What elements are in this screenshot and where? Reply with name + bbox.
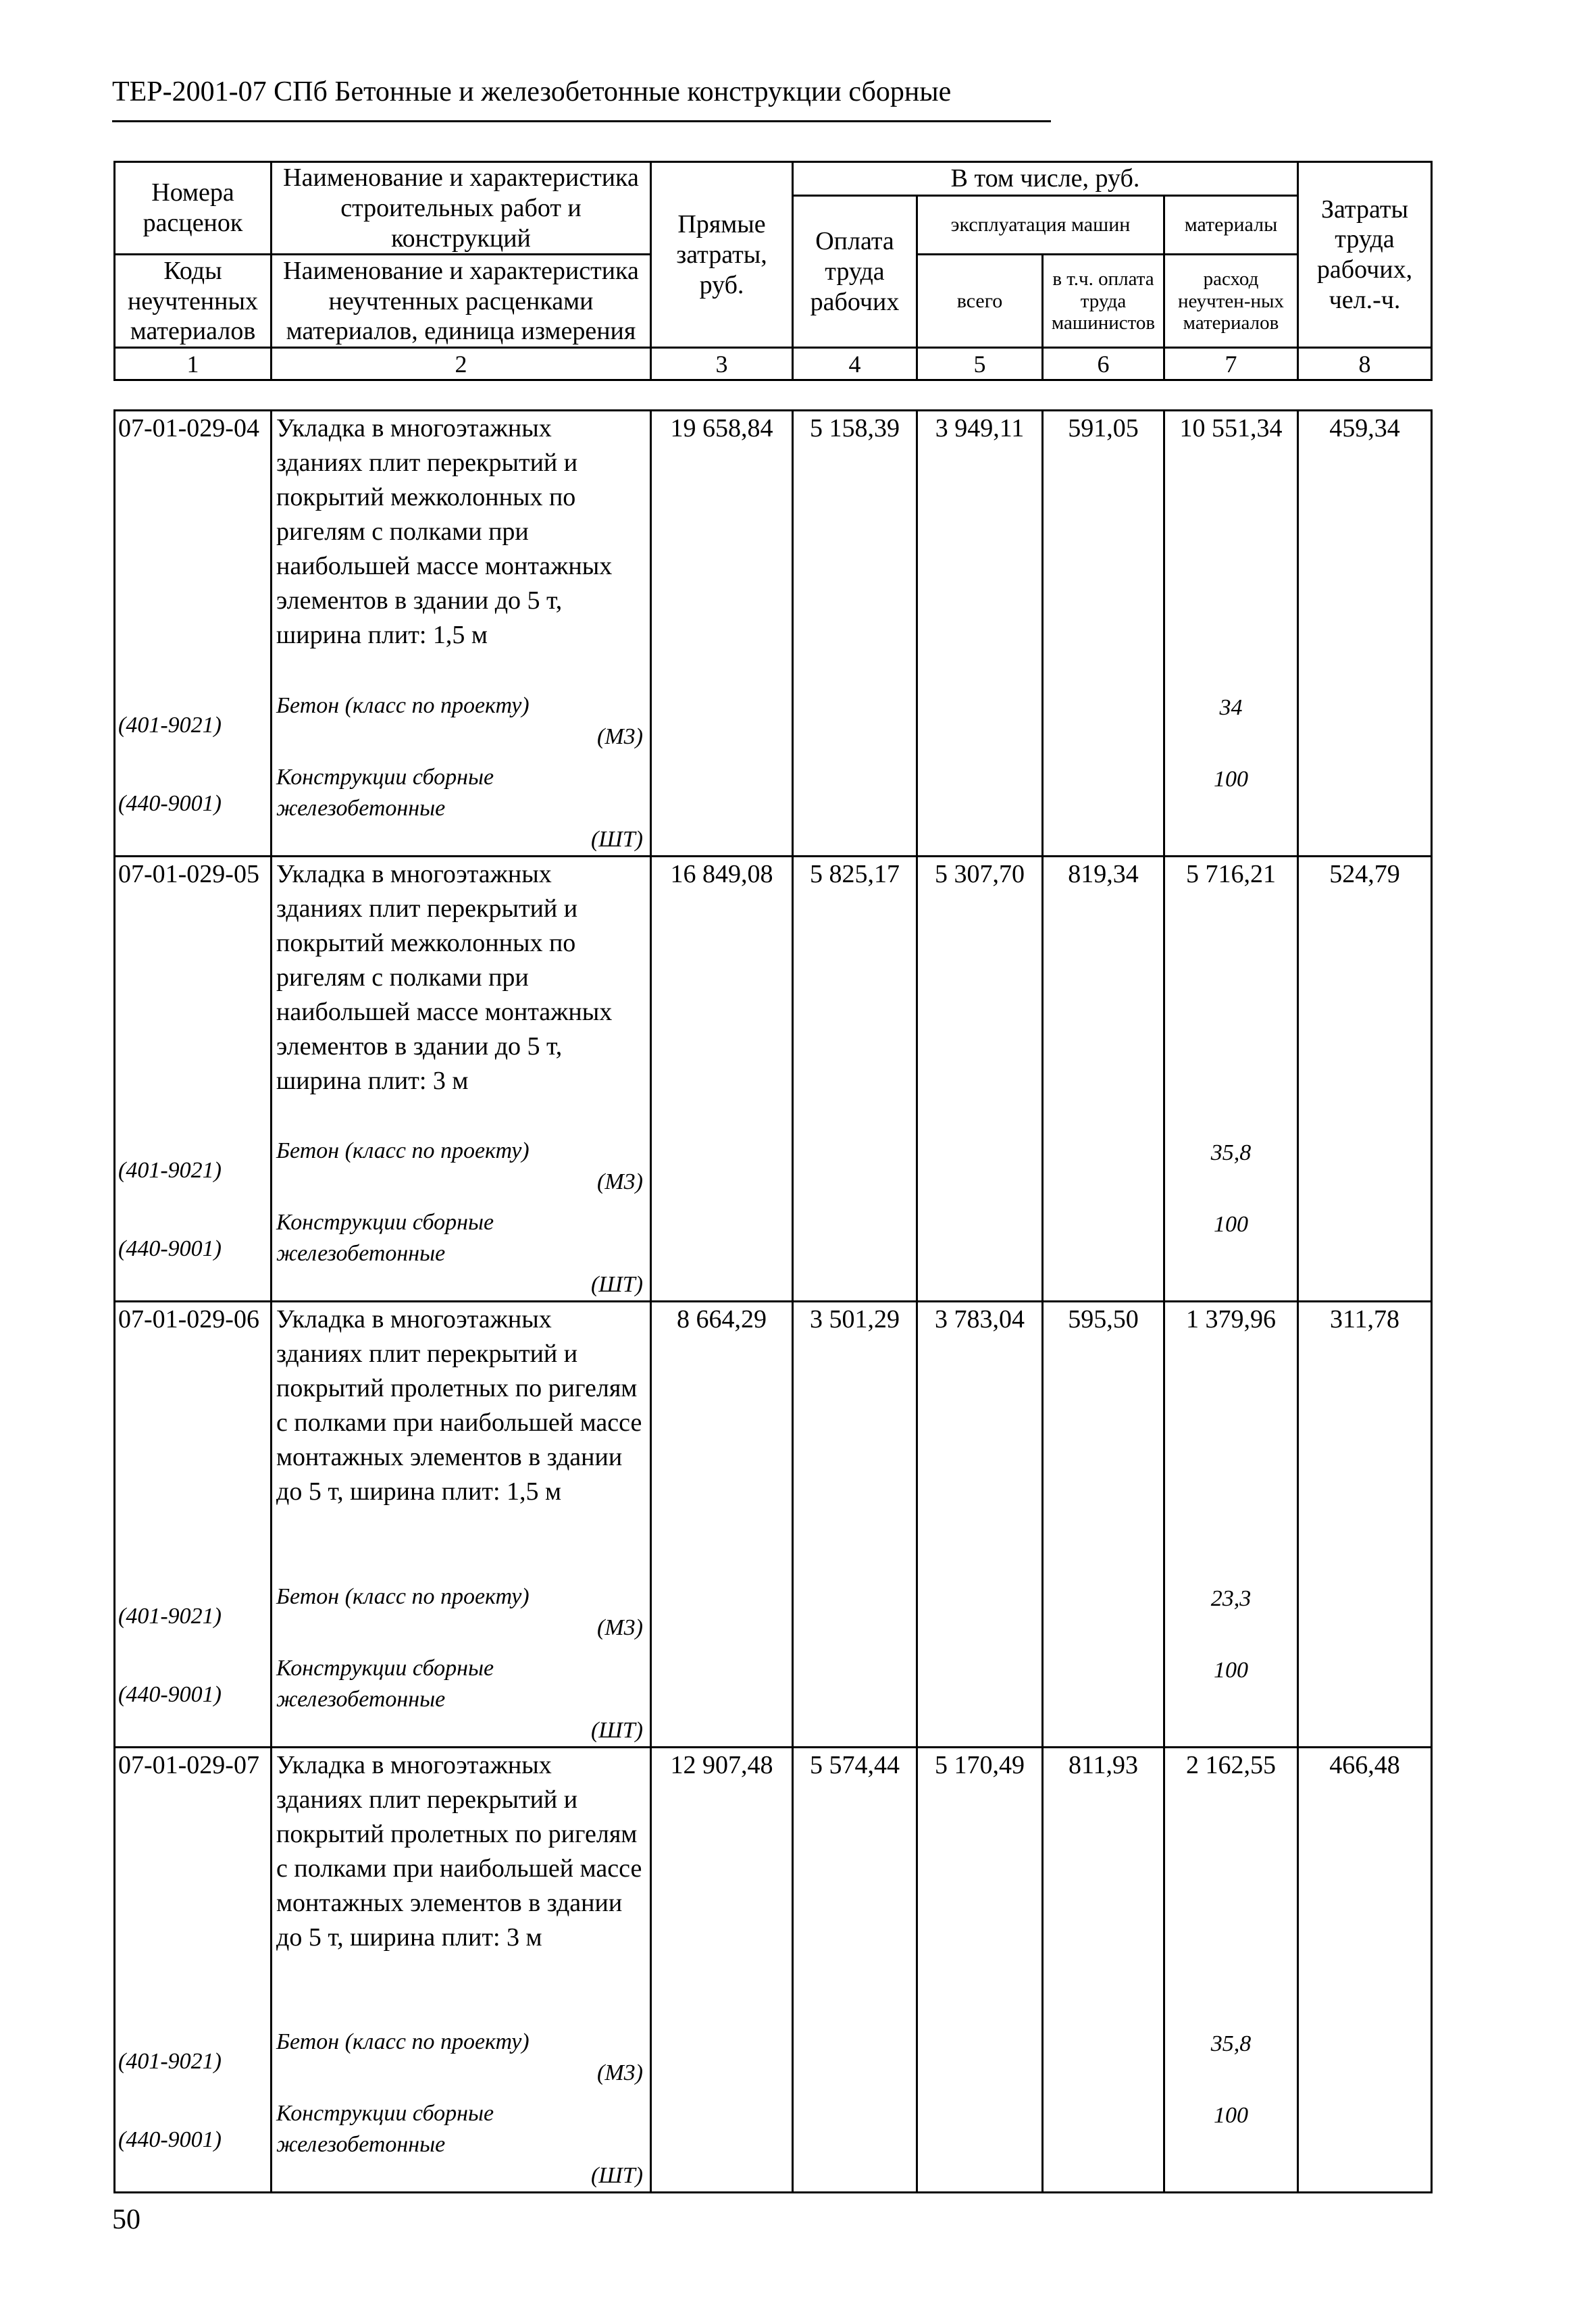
column-number-4: 4 (793, 348, 917, 380)
labor-pay: 3 501,29 (793, 1302, 917, 1573)
labor-hours: 466,48 (1298, 1747, 1432, 2018)
material-name: Бетон (класс по проекту) (276, 2029, 530, 2054)
materials-cost: 5 716,21 (1164, 856, 1298, 1127)
empty-cell (917, 1127, 1043, 1206)
material-code: (401-9021) (118, 712, 222, 738)
header-machines: эксплуатация машин (917, 196, 1164, 255)
empty-cell (793, 1573, 917, 1652)
empty-cell (917, 2018, 1043, 2097)
table-row (115, 1747, 1432, 2018)
labor-pay: 5 574,44 (793, 1747, 917, 2018)
material-row (115, 682, 1432, 761)
material-quantity: 34 (1219, 694, 1243, 720)
empty-cell (651, 2018, 793, 2097)
operators-pay: 819,34 (1043, 856, 1164, 1127)
material-quantity: 23,3 (1210, 1585, 1252, 1611)
empty-cell (793, 1652, 917, 1748)
material-code: (401-9021) (118, 1603, 222, 1629)
empty-cell (917, 1573, 1043, 1652)
empty-cell (793, 2018, 917, 2097)
empty-cell (651, 1573, 793, 1652)
material-code: (440-9001) (118, 790, 222, 816)
header-material-name: Наименование и характеристика неучтенных расценками материалов, единица измерения (272, 255, 651, 348)
column-number-2: 2 (272, 348, 651, 380)
machines-total: 5 170,49 (917, 1747, 1043, 2018)
document-title: ТЕР-2001-07 СПб Бетонные и железобетонные конструкции сборные (112, 76, 952, 107)
material-unit: (М3) (597, 1615, 643, 1640)
material-row (115, 1573, 1432, 1652)
labor-pay: 5 825,17 (793, 856, 917, 1127)
operators-pay: 811,93 (1043, 1747, 1164, 2018)
page-number: 50 (112, 2204, 140, 2235)
materials-cost: 1 379,96 (1164, 1302, 1298, 1573)
empty-cell (793, 1206, 917, 1302)
material-name: Бетон (класс по проекту) (276, 1583, 530, 1609)
header-labor-pay: Оплата труда рабочих (793, 196, 917, 348)
empty-cell (1043, 682, 1164, 761)
empty-cell (651, 1206, 793, 1302)
labor-hours: 459,34 (1298, 411, 1432, 682)
header-name-top: Наименование и характеристика строительных работ и конструкций (272, 162, 651, 255)
empty-cell (917, 682, 1043, 761)
material-code: (440-9001) (118, 2127, 222, 2152)
header-group: В том числе, руб. (793, 162, 1298, 196)
rate-description: Укладка в многоэтажных зданиях плит перекрытий и покрытий межколонных по ригелям с полками при наибольшей массе монтажных элементов в здании до 5 т, ширина плит: 1,5 м (272, 411, 651, 682)
table-row (115, 1302, 1432, 1573)
machines-total: 5 307,70 (917, 856, 1043, 1127)
direct-costs: 19 658,84 (651, 411, 793, 682)
column-number-8: 8 (1298, 348, 1432, 380)
material-row (115, 1127, 1432, 1206)
material-code: (440-9001) (118, 1681, 222, 1707)
empty-cell (917, 761, 1043, 857)
material-name: Конструкции сборные железобетонные (276, 2101, 494, 2157)
empty-cell (1298, 1206, 1432, 1302)
empty-cell (1043, 761, 1164, 857)
title-rule (112, 120, 1051, 122)
header-material-code: Коды неучтенных материалов (115, 255, 272, 348)
header-code-top: Номера расценок (115, 162, 272, 255)
empty-cell (651, 1127, 793, 1206)
header-labor-hours: Затраты труда рабочих, чел.-ч. (1298, 162, 1432, 348)
empty-cell (793, 761, 917, 857)
operators-pay: 595,50 (1043, 1302, 1164, 1573)
column-number-1: 1 (115, 348, 272, 380)
material-row (115, 1206, 1432, 1302)
material-unit: (ШТ) (590, 1272, 643, 1297)
rate-code: 07-01-029-07 (115, 1747, 272, 2018)
empty-cell (917, 1652, 1043, 1748)
direct-costs: 8 664,29 (651, 1302, 793, 1573)
empty-cell (1043, 2097, 1164, 2193)
empty-cell (1043, 1206, 1164, 1302)
header-operators-pay: в т.ч. оплата труда машинистов (1043, 255, 1164, 348)
rates-table (113, 409, 1433, 2193)
rate-description: Укладка в многоэтажных зданиях плит перекрытий и покрытий пролетных по ригелям с полками при наибольшей массе монтажных элементов в здании до 5 т, ширина плит: 3 м (272, 1747, 651, 2018)
material-unit: (ШТ) (590, 2163, 643, 2188)
labor-hours: 311,78 (1298, 1302, 1432, 1573)
empty-cell (651, 761, 793, 857)
materials-cost: 2 162,55 (1164, 1747, 1298, 2018)
labor-pay: 5 158,39 (793, 411, 917, 682)
material-name: Конструкции сборные железобетонные (276, 764, 494, 821)
empty-cell (1298, 2018, 1432, 2097)
material-name: Конструкции сборные железобетонные (276, 1210, 494, 1266)
operators-pay: 591,05 (1043, 411, 1164, 682)
material-unit: (ШТ) (590, 1717, 643, 1743)
rate-code: 07-01-029-04 (115, 411, 272, 682)
empty-cell (917, 2097, 1043, 2193)
material-code: (440-9001) (118, 1236, 222, 1261)
header-materials-consumption: расход неучтен-ных материалов (1164, 255, 1298, 348)
rate-code: 07-01-029-06 (115, 1302, 272, 1573)
empty-cell (917, 1206, 1043, 1302)
material-row (115, 1652, 1432, 1748)
material-code: (401-9021) (118, 1158, 222, 1183)
material-row (115, 761, 1432, 857)
empty-cell (1043, 1652, 1164, 1748)
materials-cost: 10 551,34 (1164, 411, 1298, 682)
empty-cell (1298, 1652, 1432, 1748)
material-code: (401-9021) (118, 2049, 222, 2074)
empty-cell (793, 1127, 917, 1206)
empty-cell (1298, 682, 1432, 761)
rate-code: 07-01-029-05 (115, 856, 272, 1127)
material-quantity: 100 (1214, 1657, 1248, 1683)
column-number-6: 6 (1043, 348, 1164, 380)
material-name: Бетон (класс по проекту) (276, 692, 530, 718)
direct-costs: 12 907,48 (651, 1747, 793, 2018)
machines-total: 3 949,11 (917, 411, 1043, 682)
table-row (115, 856, 1432, 1127)
column-number-3: 3 (651, 348, 793, 380)
empty-cell (651, 2097, 793, 2193)
material-quantity: 100 (1214, 766, 1248, 792)
rate-description: Укладка в многоэтажных зданиях плит перекрытий и покрытий пролетных по ригелям с полками при наибольшей массе монтажных элементов в здании до 5 т, ширина плит: 1,5 м (272, 1302, 651, 1573)
empty-cell (1298, 761, 1432, 857)
material-unit: (М3) (597, 1169, 643, 1194)
table-row (115, 411, 1432, 682)
header-materials: материалы (1164, 196, 1298, 255)
empty-cell (1043, 1127, 1164, 1206)
material-quantity: 35,8 (1210, 2031, 1252, 2056)
material-unit: (М3) (597, 723, 643, 749)
material-name: Бетон (класс по проекту) (276, 1138, 530, 1163)
empty-cell (1043, 2018, 1164, 2097)
empty-cell (651, 1652, 793, 1748)
material-row (115, 2018, 1432, 2097)
column-header-table (113, 161, 1433, 381)
direct-costs: 16 849,08 (651, 856, 793, 1127)
machines-total: 3 783,04 (917, 1302, 1043, 1573)
header-machines-total: всего (917, 255, 1043, 348)
material-quantity: 35,8 (1210, 1140, 1252, 1165)
empty-cell (1043, 1573, 1164, 1652)
material-quantity: 100 (1214, 1212, 1248, 1237)
column-number-5: 5 (917, 348, 1043, 380)
labor-hours: 524,79 (1298, 856, 1432, 1127)
empty-cell (1298, 1127, 1432, 1206)
header-direct-costs: Прямые затраты, руб. (651, 162, 793, 348)
column-number-7: 7 (1164, 348, 1298, 380)
material-unit: (ШТ) (590, 826, 643, 852)
material-quantity: 100 (1214, 2103, 1248, 2128)
material-row (115, 2097, 1432, 2193)
empty-cell (651, 682, 793, 761)
empty-cell (793, 682, 917, 761)
empty-cell (1298, 1573, 1432, 1652)
empty-cell (1298, 2097, 1432, 2193)
empty-cell (793, 2097, 917, 2193)
material-unit: (М3) (597, 2060, 643, 2085)
rate-description: Укладка в многоэтажных зданиях плит перекрытий и покрытий межколонных по ригелям с полками при наибольшей массе монтажных элементов в здании до 5 т, ширина плит: 3 м (272, 856, 651, 1127)
material-name: Конструкции сборные железобетонные (276, 1655, 494, 1712)
